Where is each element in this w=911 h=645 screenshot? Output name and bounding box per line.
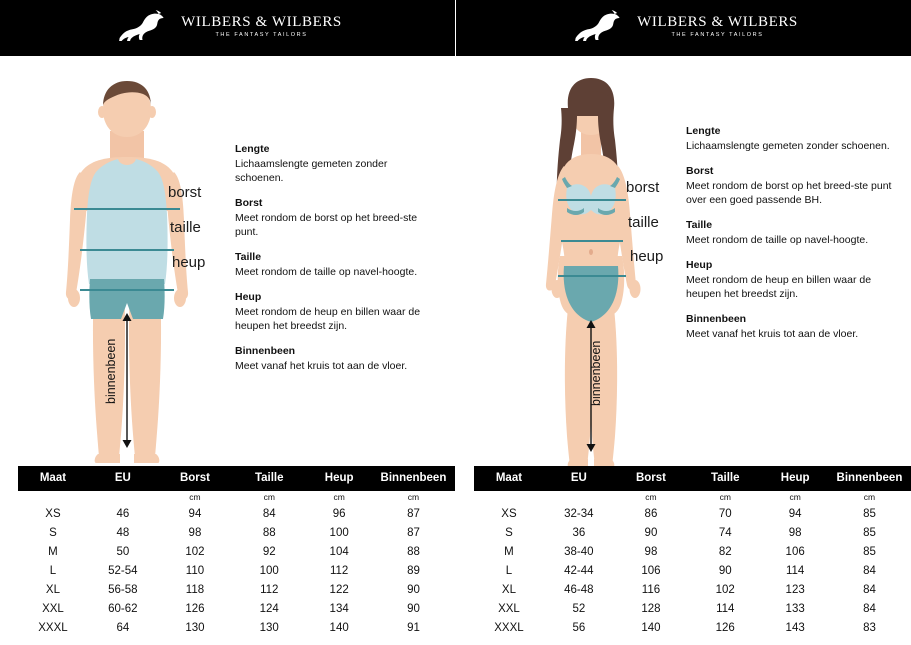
desc-title: Heup — [235, 291, 262, 303]
cell: 112 — [260, 583, 279, 596]
panel-men — [0, 56, 455, 645]
desc-text: Meet rondom de borst op het breed-ste punt. — [235, 212, 418, 238]
header-left — [0, 0, 455, 56]
cell: XXL — [498, 602, 520, 615]
cell: XXXL — [38, 621, 68, 634]
unit-cell: cm — [263, 492, 275, 502]
table-row — [474, 542, 911, 561]
table-row — [18, 618, 455, 637]
table-row — [474, 561, 911, 580]
cell: 32-34 — [564, 507, 594, 520]
cell: 130 — [259, 621, 279, 634]
table-units-row — [18, 491, 455, 504]
cell: 98 — [788, 526, 802, 539]
unit-cell: cm — [719, 492, 731, 502]
cell: 52-54 — [108, 564, 138, 577]
figure-label-taille-men: taille — [170, 219, 201, 236]
th-maat: Maat — [18, 466, 88, 491]
cell: 88 — [407, 545, 420, 558]
desc-title: Binnenbeen — [686, 313, 747, 325]
logo-text-left — [181, 14, 342, 40]
th-heup: Heup — [762, 466, 828, 491]
brand-tagline: THE FANTASY TAILORS — [671, 32, 764, 38]
table-units-row — [474, 491, 911, 504]
header-right — [456, 0, 911, 56]
logo-right — [569, 10, 798, 44]
cell: 128 — [641, 602, 661, 615]
cell: 84 — [863, 564, 876, 577]
desc-block-borst — [686, 164, 896, 207]
cell: 94 — [188, 507, 202, 520]
female-body-figure — [496, 76, 686, 466]
table-row — [18, 561, 455, 580]
brand-name: WILBERS & WILBERS — [181, 14, 342, 30]
cell: XXL — [42, 602, 64, 615]
logo-left — [113, 10, 342, 44]
cell: 50 — [116, 545, 130, 558]
cell: 98 — [188, 526, 202, 539]
cell: 104 — [329, 545, 349, 558]
cell: 94 — [788, 507, 802, 520]
cell: 56-58 — [108, 583, 138, 596]
desc-text: Meet rondom de taille op navel-hoogte. — [686, 234, 869, 246]
desc-text: Meet rondom de heup en billen waar de heupen het breedst zijn. — [686, 274, 872, 300]
th-maat: Maat — [474, 466, 544, 491]
cell: 112 — [329, 564, 349, 577]
size-table-men — [18, 466, 455, 637]
desc-text: Meet rondom de taille op navel-hoogte. — [235, 266, 418, 278]
unit-cell: cm — [189, 492, 201, 502]
desc-title: Lengte — [686, 125, 721, 137]
cell: L — [49, 564, 57, 577]
desc-block-lengte — [235, 142, 435, 185]
cell: 60-62 — [108, 602, 138, 615]
unit-cell: cm — [407, 492, 420, 502]
cell: XL — [45, 583, 60, 596]
table-row — [474, 504, 911, 523]
desc-text: Lichaamslengte gemeten zonder schoenen. — [686, 140, 890, 152]
desc-title: Borst — [235, 197, 263, 209]
cell: 114 — [785, 564, 805, 577]
cell: L — [505, 564, 513, 577]
cell: 122 — [329, 583, 349, 596]
desc-title: Taille — [235, 251, 262, 263]
cell: 90 — [407, 583, 420, 596]
descriptions-women — [686, 124, 896, 341]
cell: 114 — [716, 602, 735, 615]
desc-block-taille — [235, 250, 435, 279]
figure-label-binnenbeen-men: binnenbeen — [104, 338, 118, 404]
unit-cell — [18, 491, 88, 504]
unit-cell: cm — [645, 492, 657, 502]
unit-cell — [544, 491, 614, 504]
cell: 90 — [644, 526, 658, 539]
figure-label-borst-women: borst — [626, 179, 660, 196]
table-row — [18, 504, 455, 523]
th-taille: Taille — [688, 466, 762, 491]
table-row — [18, 542, 455, 561]
cell: 106 — [785, 545, 805, 558]
desc-title: Lengte — [235, 143, 270, 155]
desc-title: Heup — [686, 259, 713, 271]
cell: 52 — [572, 602, 586, 615]
horse-icon — [569, 10, 629, 44]
th-eu: EU — [88, 466, 158, 491]
figure-label-borst-men: borst — [168, 184, 202, 201]
cell: 116 — [641, 583, 661, 596]
cell: 85 — [863, 545, 876, 558]
unit-cell: cm — [333, 492, 345, 502]
figure-label-heup-men: heup — [172, 254, 206, 271]
desc-text: Lichaamslengte gemeten zonder schoenen. — [235, 158, 388, 184]
desc-text: Meet vanaf het kruis tot aan de vloer. — [235, 360, 408, 372]
unit-cell: cm — [789, 492, 801, 502]
cell: XL — [501, 583, 516, 596]
logo-text-right — [637, 14, 798, 40]
th-binnenbeen: Binnenbeen — [828, 466, 911, 491]
cell: 87 — [407, 526, 420, 539]
table-row — [474, 599, 911, 618]
size-table-women — [474, 466, 911, 637]
cell: 106 — [641, 564, 661, 577]
cell: 85 — [863, 526, 876, 539]
cell: S — [49, 526, 57, 539]
cell: 84 — [863, 602, 876, 615]
cell: 38-40 — [564, 545, 594, 558]
table-row — [474, 580, 911, 599]
unit-cell — [474, 491, 544, 504]
descriptions-men — [235, 142, 435, 373]
desc-block-taille — [686, 218, 896, 247]
cell: 46 — [116, 507, 130, 520]
cell: 82 — [718, 545, 732, 558]
brand-tagline: THE FANTASY TAILORS — [215, 32, 308, 38]
cell: XS — [45, 507, 61, 520]
cell: 96 — [332, 507, 346, 520]
desc-block-heup — [686, 258, 896, 301]
unit-cell: cm — [863, 492, 876, 502]
cell: 74 — [718, 526, 732, 539]
cell: 64 — [116, 621, 130, 634]
cell: 110 — [185, 564, 205, 577]
cell: 140 — [641, 621, 661, 634]
cell: M — [504, 545, 514, 558]
panel-women — [456, 56, 911, 645]
cell: 134 — [329, 602, 349, 615]
cell: 91 — [407, 621, 420, 634]
table-row — [474, 523, 911, 542]
cell: 89 — [407, 564, 420, 577]
cell: 48 — [116, 526, 130, 539]
cell: 118 — [185, 583, 205, 596]
cell: 84 — [863, 583, 876, 596]
desc-title: Binnenbeen — [235, 345, 296, 357]
figure-label-taille-women: taille — [628, 214, 659, 231]
th-taille: Taille — [232, 466, 306, 491]
th-binnenbeen: Binnenbeen — [372, 466, 455, 491]
cell: 133 — [785, 602, 805, 615]
cell: M — [48, 545, 58, 558]
cell: XXXL — [494, 621, 524, 634]
th-borst: Borst — [158, 466, 232, 491]
cell: 140 — [329, 621, 349, 634]
desc-title: Borst — [686, 165, 714, 177]
cell: 42-44 — [564, 564, 594, 577]
desc-title: Taille — [686, 219, 713, 231]
cell: 90 — [407, 602, 420, 615]
cell: 126 — [185, 602, 205, 615]
horse-icon — [113, 10, 173, 44]
header-bar — [0, 0, 911, 56]
cell: 87 — [407, 507, 420, 520]
cell: 86 — [644, 507, 658, 520]
desc-block-binnenbeen — [235, 344, 435, 373]
cell: 102 — [185, 545, 205, 558]
desc-block-heup — [235, 290, 435, 333]
cell: 46-48 — [564, 583, 594, 596]
male-body-figure — [22, 76, 232, 466]
table-row — [18, 599, 455, 618]
desc-block-lengte — [686, 124, 896, 153]
table-header-row — [474, 466, 911, 491]
table-row — [18, 580, 455, 599]
cell: 100 — [329, 526, 349, 539]
cell: 102 — [715, 583, 735, 596]
cell: 92 — [262, 545, 276, 558]
cell: 84 — [262, 507, 276, 520]
unit-cell — [88, 491, 158, 504]
cell: S — [505, 526, 513, 539]
cell: 85 — [863, 507, 876, 520]
th-borst: Borst — [614, 466, 688, 491]
desc-text: Meet vanaf het kruis tot aan de vloer. — [686, 328, 859, 340]
table-header-row — [18, 466, 455, 491]
table-row — [18, 523, 455, 542]
cell: 83 — [863, 621, 876, 634]
cell: XS — [501, 507, 517, 520]
th-heup: Heup — [306, 466, 372, 491]
desc-text: Meet rondom de heup en billen waar de heupen het breedst zijn. — [235, 306, 421, 332]
cell: 126 — [715, 621, 735, 634]
desc-block-binnenbeen — [686, 312, 896, 341]
figure-label-heup-women: heup — [630, 248, 664, 265]
figure-label-binnenbeen-women: binnenbeen — [589, 340, 603, 406]
desc-block-borst — [235, 196, 435, 239]
cell: 90 — [718, 564, 732, 577]
cell: 98 — [644, 545, 658, 558]
cell: 56 — [572, 621, 586, 634]
table-row — [474, 618, 911, 637]
brand-name: WILBERS & WILBERS — [637, 14, 798, 30]
th-eu: EU — [544, 466, 614, 491]
desc-text: Meet rondom de borst op het breed-ste punt over een goed passende BH. — [686, 180, 892, 206]
cell: 130 — [185, 621, 205, 634]
cell: 36 — [572, 526, 586, 539]
cell: 124 — [259, 602, 279, 615]
cell: 123 — [785, 583, 805, 596]
cell: 143 — [785, 621, 805, 634]
cell: 88 — [262, 526, 276, 539]
cell: 100 — [259, 564, 279, 577]
cell: 70 — [718, 507, 732, 520]
